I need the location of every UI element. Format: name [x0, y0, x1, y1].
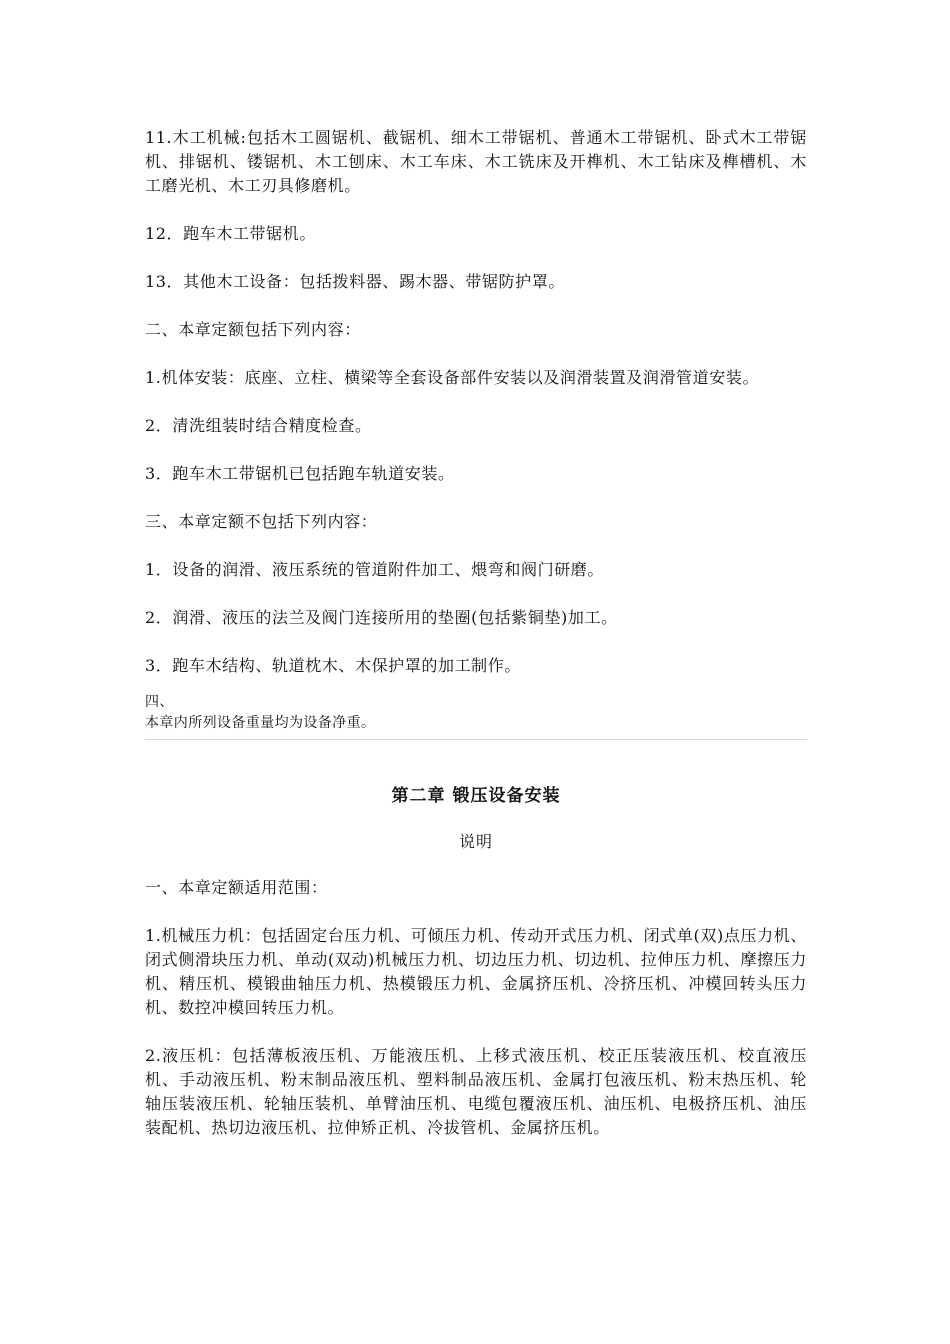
- paragraph-machine-body-installation: 1.机体安装：底座、立柱、横梁等全套设备部件安装以及润滑装置及润滑管道安装。: [145, 368, 760, 387]
- divider: [145, 739, 807, 740]
- section-four-heading: 四、: [145, 694, 174, 710]
- heading-excluded-contents: 三、本章定额不包括下列内容：: [145, 512, 378, 531]
- paragraph-lubrication-hydraulic: 1．设备的润滑、液压系统的管道附件加工、煨弯和阀门研磨。: [145, 560, 604, 579]
- paragraph-carriage-track: 3．跑车木工带锯机已包括跑车轨道安装。: [145, 464, 455, 483]
- paragraph-cleaning-assembly: 2．清洗组装时结合精度检查。: [145, 416, 372, 435]
- document-page: [145, 126, 807, 1164]
- paragraph-flange-gasket: 2．润滑、液压的法兰及阀门连接所用的垫圈(包括紫铜垫)加工。: [145, 608, 618, 627]
- paragraph-band-saw-carriage: 12．跑车木工带锯机。: [145, 224, 316, 243]
- section-title: 说明: [458, 832, 493, 851]
- heading-scope: 一、本章定额适用范围：: [145, 878, 328, 897]
- heading-included-contents: 二、本章定额包括下列内容：: [145, 320, 361, 339]
- paragraph-wood-structure: 3．跑车木结构、轨道枕木、木保护罩的加工制作。: [145, 656, 521, 675]
- section-four-text: 本章内所列设备重量均为设备净重。: [145, 715, 376, 731]
- paragraph-mechanical-presses: 1.机械压力机：包括固定台压力机、可倾压力机、传动开式压力机、闭式单(双)点压力机、闭式侧滑块压力机、单动(双动)机械压力机、切边压力机、切边机、拉伸压力机、摩擦压力机、精压机、模锻曲轴压力机、热模锻压力机、金属挤压机、冷挤压机、冲模回转头压力机、数控冲模回转压力机。: [145, 926, 807, 1017]
- chapter-title: 第二章 锻压设备安装: [391, 786, 561, 806]
- paragraph-other-wood-equipment: 13．其他木工设备：包括拨料器、踢木器、带锯防护罩。: [145, 272, 565, 291]
- paragraph-woodworking-machines: 11.木工机械:包括木工圆锯机、截锯机、细木工带锯机、普通木工带锯机、卧式木工带锯机、排锯机、镂锯机、木工刨床、木工车床、木工铣床及开榫机、木工钻床及榫槽机、木工磨光机、木工刃具修磨机。: [145, 128, 807, 195]
- paragraph-hydraulic-presses: 2.液压机：包括薄板液压机、万能液压机、上移式液压机、校正压装液压机、校直液压机、手动液压机、粉末制品液压机、塑料制品液压机、金属打包液压机、粉末热压机、轮轴压装液压机、轮轴压装机、单臂油压机、电缆包覆液压机、油压机、电极挤压机、油压装配机、热切边液压机、拉伸矫正机、冷拔管机、金属挤压机。: [145, 1046, 807, 1137]
